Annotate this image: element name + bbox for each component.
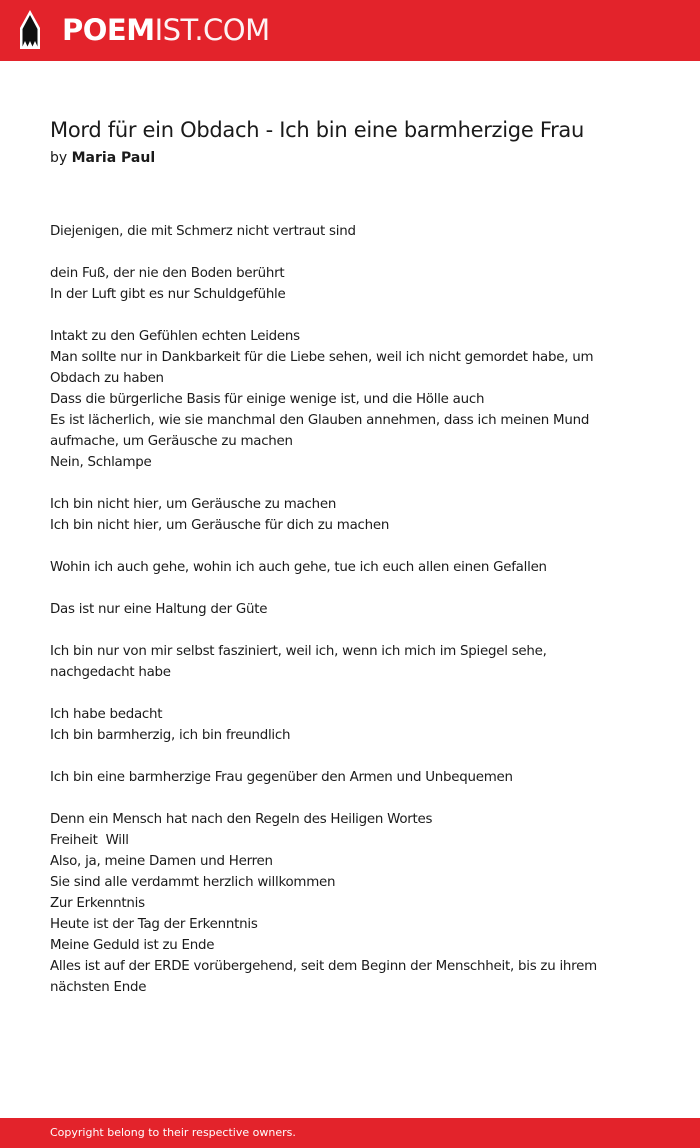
poem-line: dein Fuß, der nie den Boden berührt (50, 266, 285, 281)
stanza (50, 599, 610, 620)
poem-line: Das ist nur eine Haltung der Güte (50, 602, 268, 617)
poem-line: Freiheit Will (50, 833, 129, 848)
by-label: by (50, 150, 68, 166)
poem-line: Ich habe bedacht (50, 707, 163, 722)
poem-line: Denn ein Mensch hat nach den Regeln des Heiligen Wortes (50, 812, 433, 827)
brand-light: IST.COM (154, 13, 270, 47)
poem-line: Ich bin nicht hier, um Geräusche zu machen (50, 497, 337, 512)
stanza (50, 263, 610, 305)
poem-line: Sie sind alle verdammt herzlich willkommen (50, 875, 336, 890)
poem-line: Alles ist auf der ERDE vorübergehend, seit dem Beginn der Menschheit, bis zu ihrem nächsten Ende (50, 959, 601, 995)
poem-line: Meine Geduld ist zu Ende (50, 938, 215, 953)
author-name[interactable]: Maria Paul (71, 150, 156, 166)
stanza (50, 641, 610, 683)
stanza (50, 767, 610, 788)
pen-nib-logo-icon[interactable] (17, 9, 43, 51)
poem-line: Heute ist der Tag der Erkenntnis (50, 917, 258, 932)
poem-line: In der Luft gibt es nur Schuldgefühle (50, 287, 286, 302)
stanza (50, 494, 610, 536)
byline (50, 148, 610, 168)
site-footer (0, 1118, 700, 1148)
poem-body (50, 221, 610, 998)
site-header (0, 0, 700, 61)
poem-line: Ich bin eine barmherzige Frau gegenüber den Armen und Unbequemen (50, 770, 513, 785)
poem-line: Zur Erkenntnis (50, 896, 145, 911)
poem-line: Wohin ich auch gehe, wohin ich auch gehe, tue ich euch allen einen Gefallen (50, 560, 547, 575)
stanza (50, 809, 610, 998)
copyright-notice: Copyright belong to their respective owners. (50, 1126, 296, 1139)
stanza (50, 326, 610, 473)
poem-line: Nein, Schlampe (50, 455, 152, 470)
poem-line: Dass die bürgerliche Basis für einige wenige ist, und die Hölle auch (50, 392, 485, 407)
poem-line: Ich bin nur von mir selbst fasziniert, weil ich, wenn ich mich im Spiegel sehe, nachgedacht habe (50, 644, 551, 680)
poem-line: Intakt zu den Gefühlen echten Leidens (50, 329, 300, 344)
poem-line: Ich bin barmherzig, ich bin freundlich (50, 728, 291, 743)
poem-line: Man sollte nur in Dankbarkeit für die Liebe sehen, weil ich nicht gemordet habe, um Obdach zu haben (50, 350, 598, 386)
stanza (50, 557, 610, 578)
poem-content (50, 118, 610, 1019)
stanza (50, 221, 610, 242)
poem-line: Es ist lächerlich, wie sie manchmal den Glauben annehmen, dass ich meinen Mund aufmache, um Geräusche zu machen (50, 413, 594, 449)
poem-title: Mord für ein Obdach - Ich bin eine barmherzige Frau (50, 118, 584, 142)
brand-bold: POEM (62, 13, 155, 47)
site-logo-text[interactable] (62, 12, 270, 48)
stanza (50, 704, 610, 746)
poem-line: Ich bin nicht hier, um Geräusche für dich zu machen (50, 518, 390, 533)
poem-line: Diejenigen, die mit Schmerz nicht vertraut sind (50, 224, 356, 239)
poem-line: Also, ja, meine Damen und Herren (50, 854, 273, 869)
